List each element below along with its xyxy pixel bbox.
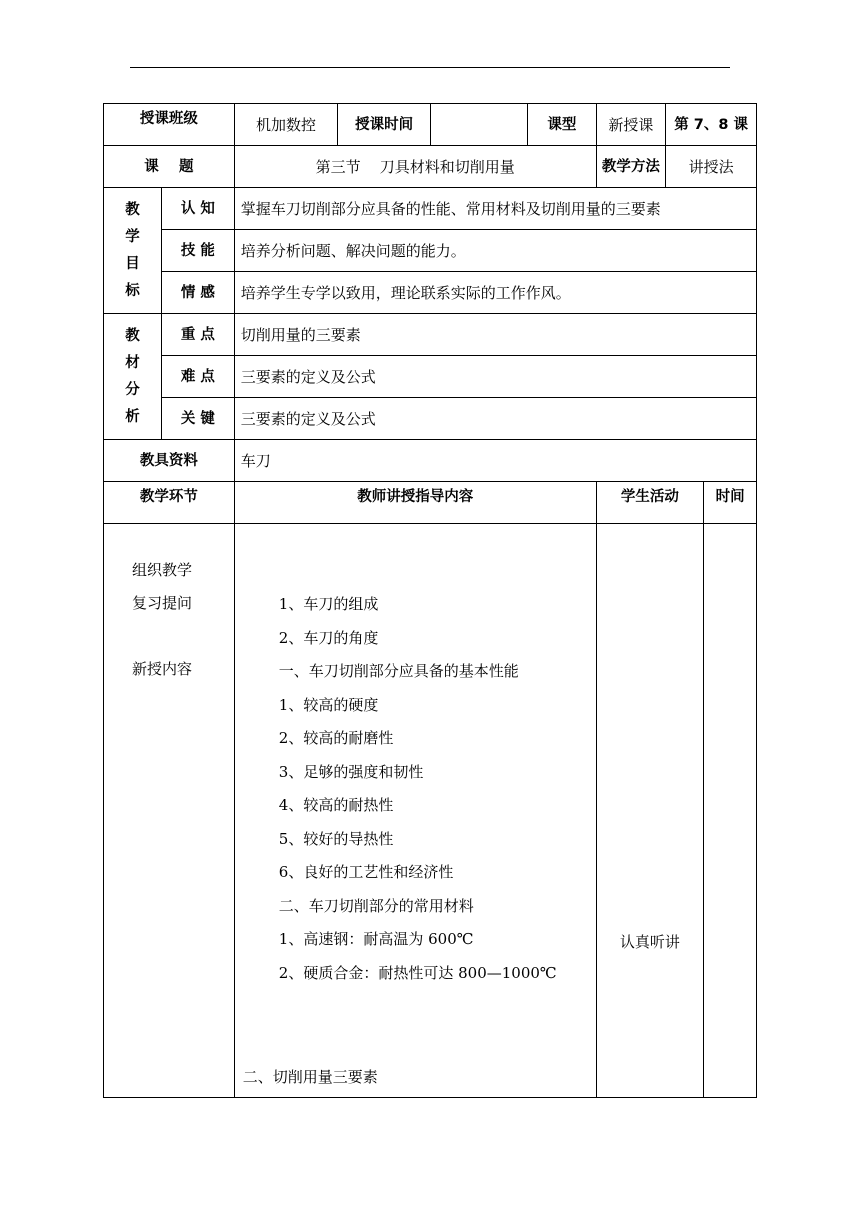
content-line: 5、较好的导热性 — [278, 829, 394, 848]
col-stage-header: 教学环节 — [104, 482, 235, 524]
content-line: 6、良好的工艺性和经济性 — [278, 863, 454, 881]
analysis-label: 关 键 — [162, 398, 235, 440]
stage-item: 复习提问 — [132, 594, 193, 612]
stage-item — [132, 626, 234, 659]
time-cell — [704, 524, 757, 1098]
materials-row — [104, 440, 757, 482]
topic-label: 课 题 — [104, 146, 235, 188]
content-line: 1、较高的硬度 — [278, 695, 379, 714]
goals-group-label: 教 学 目 标 — [104, 188, 162, 314]
content-line: 一、车刀切削部分应具备的基本性能 — [278, 662, 519, 680]
analysis-value: 三要素的定义及公式 — [234, 356, 756, 398]
goal-row-skill — [104, 230, 757, 272]
analysis-label: 难 点 — [162, 356, 235, 398]
analysis-row-focus — [104, 314, 757, 356]
goal-value: 培养学生专学以致用，理论联系实际的工作作风。 — [234, 272, 756, 314]
time-value — [431, 104, 528, 146]
materials-label: 教具资料 — [104, 440, 235, 482]
goal-label: 技 能 — [162, 230, 235, 272]
stage-item: 组织教学 — [132, 561, 193, 579]
goal-value: 掌握车刀切削部分应具备的性能、常用材料及切削用量的三要素 — [234, 188, 756, 230]
content-line: 1、高速钢：耐高温为 600℃ — [278, 930, 474, 948]
content-tail-line: 二、切削用量三要素 — [242, 1068, 378, 1086]
lesson-plan-table — [103, 103, 757, 1098]
header-row — [104, 104, 757, 146]
class-value: 机加数控 — [234, 104, 337, 146]
goal-value: 培养分析问题、解决问题的能力。 — [234, 230, 756, 272]
method-label: 教学方法 — [596, 146, 666, 188]
content-line: 1、车刀的组成 — [278, 595, 379, 613]
type-value: 新授课 — [596, 104, 666, 146]
materials-value: 车刀 — [234, 440, 756, 482]
col-student-header: 学生活动 — [596, 482, 704, 524]
content-list — [235, 524, 596, 996]
col-time-header: 时间 — [704, 482, 757, 524]
analysis-row-difficulty — [104, 356, 757, 398]
goal-label: 认 知 — [162, 188, 235, 230]
content-line: 二、车刀切削部分的常用材料 — [278, 896, 474, 915]
goal-row-emotion — [104, 272, 757, 314]
header-rule — [130, 67, 730, 68]
class-label: 授课班级 — [104, 104, 235, 146]
type-label: 课型 — [528, 104, 597, 146]
goal-label: 情 感 — [162, 272, 235, 314]
analysis-value: 三要素的定义及公式 — [234, 398, 756, 440]
content-cell — [234, 524, 596, 1098]
content-line: 2、较高的耐磨性 — [278, 729, 394, 747]
stage-item: 新授内容 — [132, 660, 193, 678]
lesson-number: 第 7、8 课 — [666, 104, 757, 146]
stage-cell — [104, 524, 235, 1098]
lesson-body-row — [104, 524, 757, 1098]
content-line: 2、车刀的角度 — [278, 628, 379, 647]
analysis-value: 切削用量的三要素 — [234, 314, 756, 356]
analysis-row-key — [104, 398, 757, 440]
topic-value: 第三节 刀具材料和切削用量 — [234, 146, 596, 188]
content-line: 2、硬质合金：耐热性可达 800—1000℃ — [278, 963, 557, 982]
column-header-row — [104, 482, 757, 524]
topic-row — [104, 146, 757, 188]
student-activity-cell: 认真听讲 — [596, 524, 704, 1098]
analysis-group-label: 教 材 分 析 — [104, 314, 162, 440]
content-line: 3、足够的强度和韧性 — [278, 762, 424, 781]
col-content-header: 教师讲授指导内容 — [234, 482, 596, 524]
time-label: 授课时间 — [338, 104, 431, 146]
analysis-label: 重 点 — [162, 314, 235, 356]
method-value: 讲授法 — [666, 146, 757, 188]
content-line: 4、较高的耐热性 — [278, 796, 394, 814]
goal-row-cognition — [104, 188, 757, 230]
